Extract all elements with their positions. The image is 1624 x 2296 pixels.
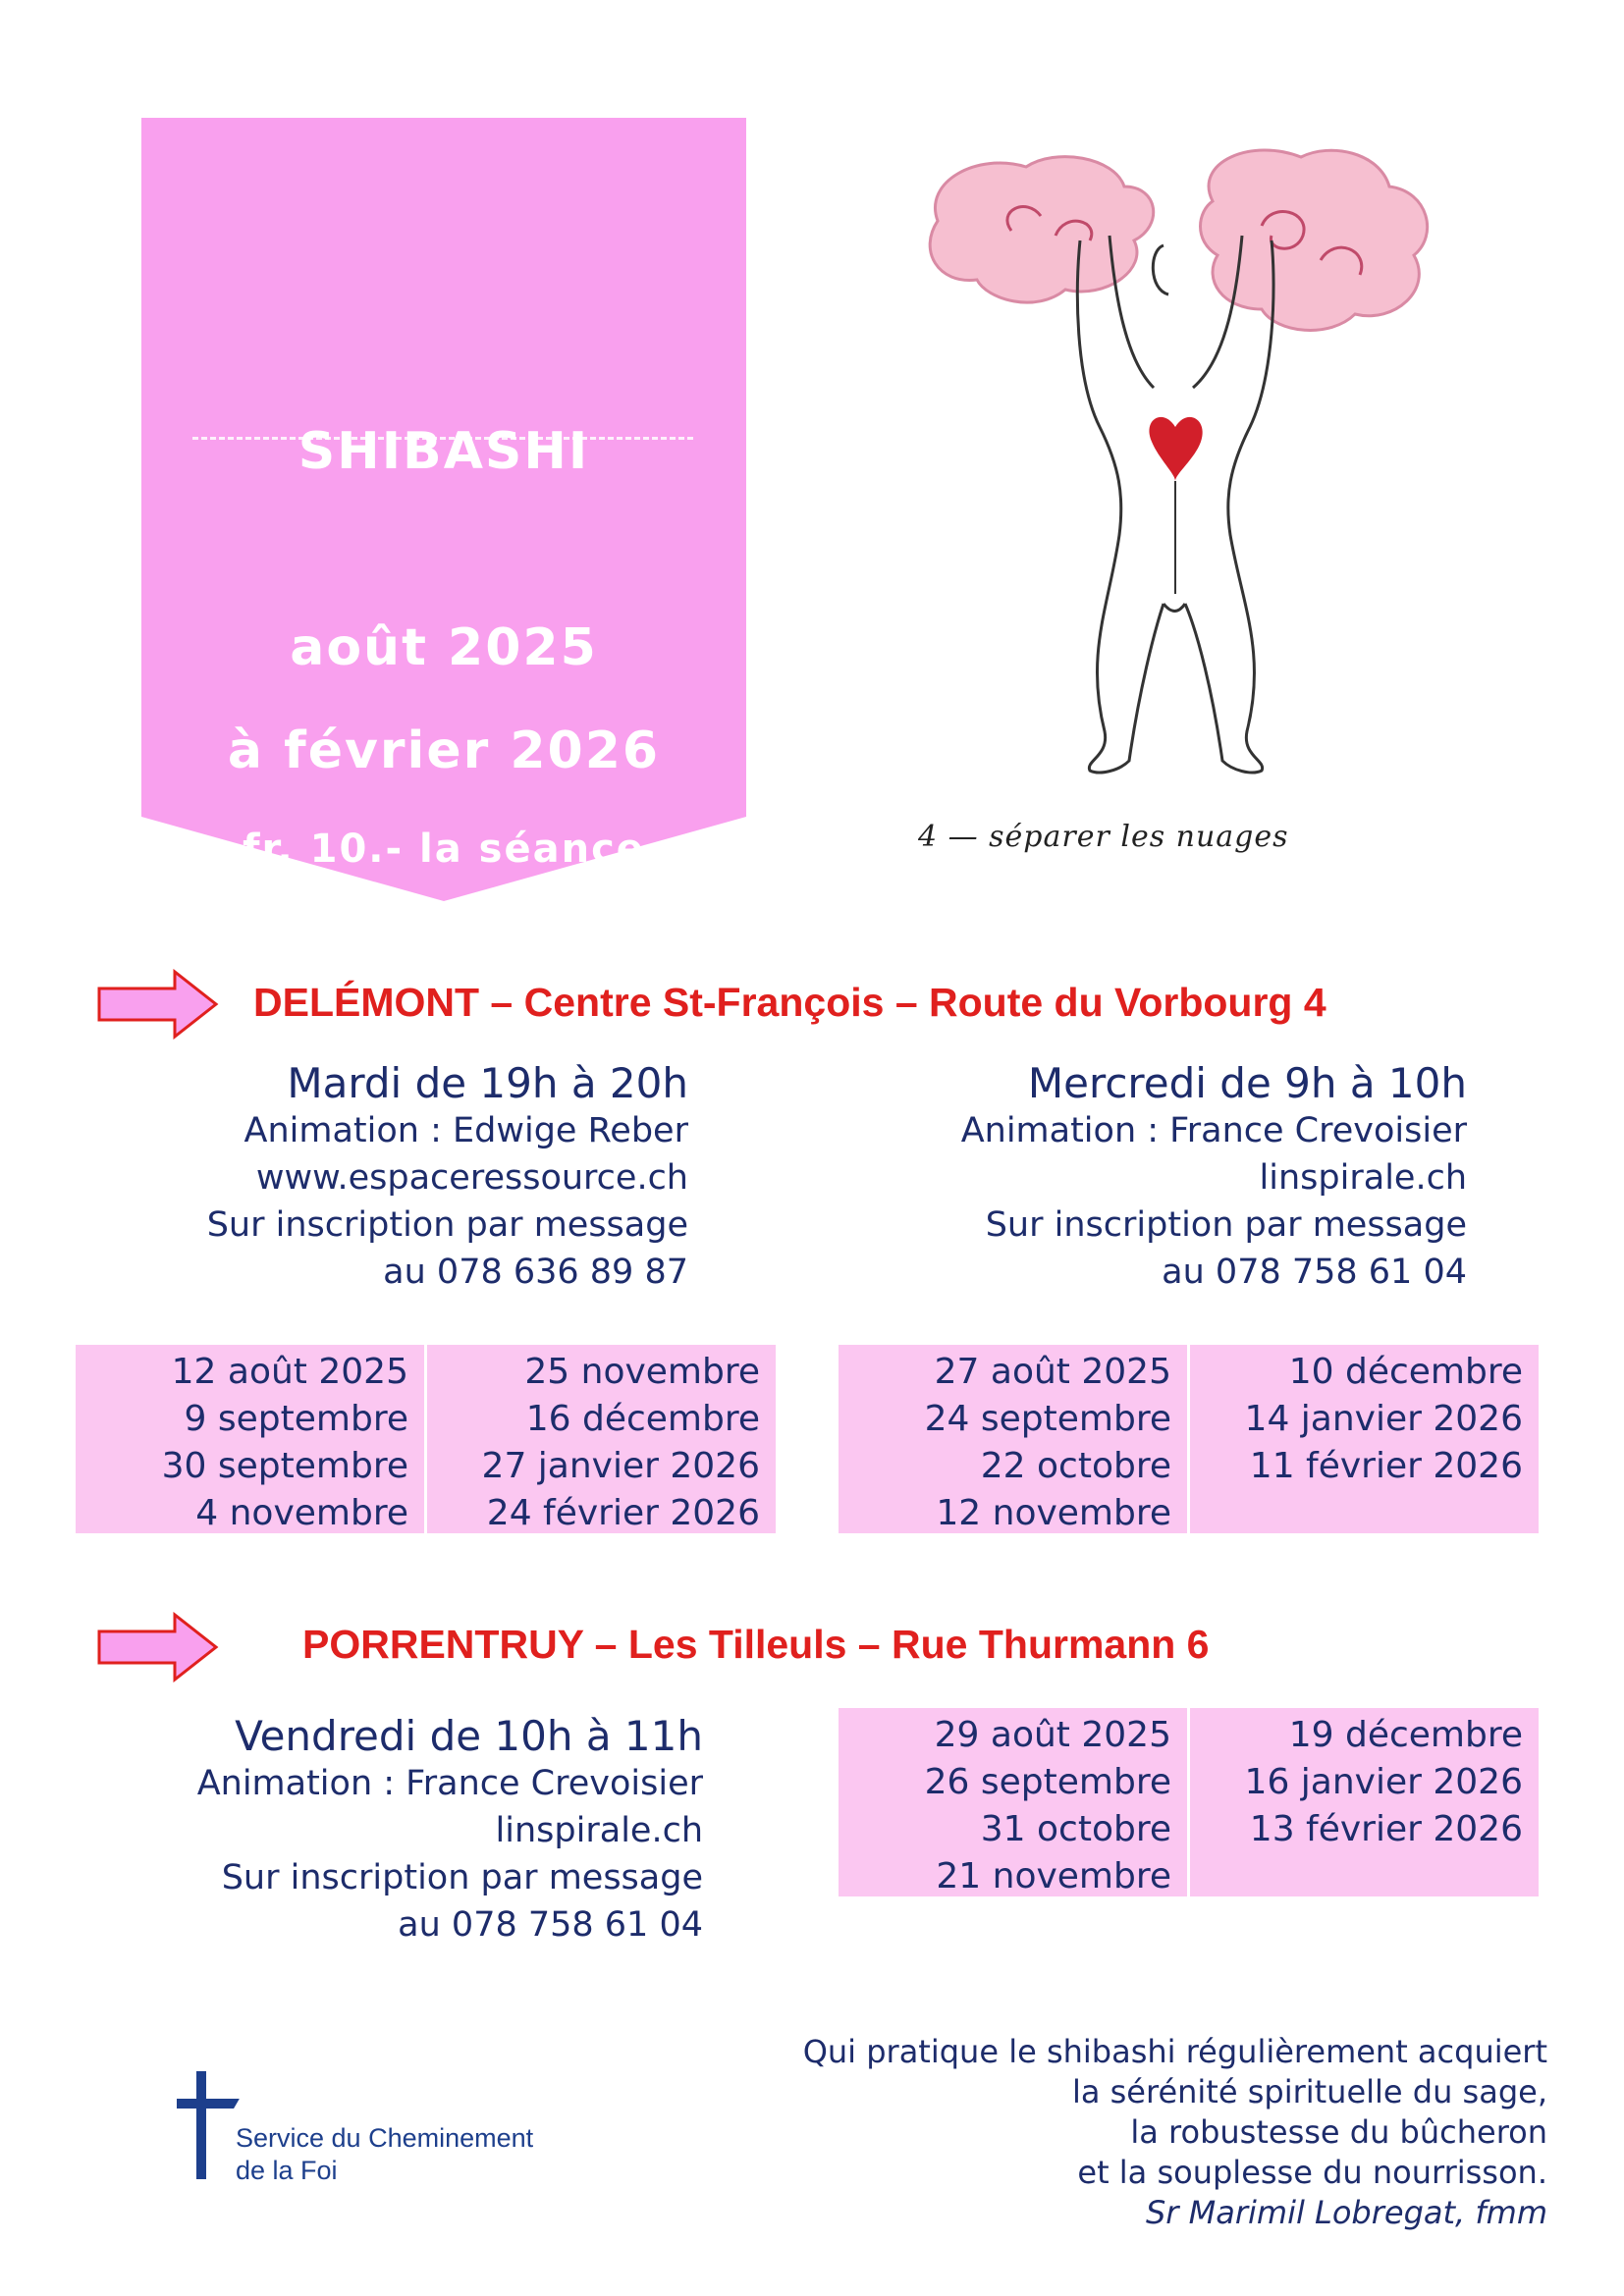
heart-icon: [1149, 417, 1202, 481]
date-entry: 9 septembre: [184, 1399, 408, 1439]
porrentruy-arrow-icon: [96, 1612, 219, 1682]
wednesday-animator: Animation : France Crevoisier: [960, 1111, 1467, 1150]
banner-divider: [192, 437, 693, 440]
banner-shape: [141, 118, 746, 901]
wednesday-signup: Sur inscription par message: [985, 1205, 1467, 1245]
logo-line1: Service du Cheminement: [236, 2123, 534, 2153]
delemont-arrow-icon: [96, 969, 219, 1040]
friday-signup: Sur inscription par message: [221, 1858, 703, 1897]
tuesday-dates-table: [76, 1345, 776, 1533]
illustration-caption: 4 — séparer les nuages: [918, 820, 1289, 854]
friday-animator: Animation : France Crevoisier: [196, 1764, 703, 1803]
porrentruy-heading: PORRENTRUY – Les Tilleuls – Rue Thurmann 6: [302, 1622, 1210, 1667]
banner-start-date: août 2025: [290, 618, 598, 677]
tuesday-signup: Sur inscription par message: [206, 1205, 688, 1245]
delemont-tuesday-info: [207, 1060, 688, 1296]
quote-line: la sérénité spirituelle du sage,: [1071, 2073, 1547, 2110]
quote-author: Sr Marimil Lobregat, fmm: [1145, 2194, 1547, 2231]
title-banner: [141, 118, 746, 901]
date-entry: 31 octobre: [980, 1809, 1171, 1849]
date-entry: 14 janvier 2026: [1244, 1399, 1523, 1439]
date-entry: 24 septembre: [924, 1399, 1171, 1439]
tuesday-dates-col2: [424, 1345, 776, 1533]
date-entry: 29 août 2025: [934, 1715, 1171, 1755]
date-entry: 27 août 2025: [934, 1352, 1171, 1392]
date-entry: 21 novembre: [936, 1856, 1171, 1896]
logo-line2: de la Foi: [236, 2156, 338, 2185]
friday-phone: au 078 758 61 04: [398, 1905, 703, 1945]
service-logo: [177, 2071, 589, 2189]
friday-website-link[interactable]: linspirale.ch: [495, 1811, 703, 1850]
tuesday-dates-col1: [76, 1345, 424, 1533]
left-cloud-drawing: [930, 157, 1154, 303]
date-entry: 4 novembre: [195, 1493, 408, 1533]
friday-dates-col2: [1187, 1708, 1539, 1896]
right-cloud-drawing: [1201, 150, 1428, 330]
delemont-wednesday-info: [961, 1060, 1467, 1296]
date-entry: 10 décembre: [1288, 1352, 1523, 1392]
friday-schedule: Vendredi de 10h à 11h: [235, 1712, 703, 1760]
tuesday-schedule: Mardi de 19h à 20h: [287, 1059, 688, 1107]
date-entry: 12 novembre: [936, 1493, 1171, 1533]
date-entry: 16 décembre: [525, 1399, 760, 1439]
wednesday-schedule: Mercredi de 9h à 10h: [1027, 1059, 1467, 1107]
figure-drawing: [918, 142, 1448, 810]
date-entry: 26 septembre: [924, 1762, 1171, 1802]
friday-dates-table: [839, 1708, 1539, 1896]
date-entry: 22 octobre: [980, 1446, 1171, 1486]
shibashi-quote: [803, 2032, 1547, 2233]
banner-end-date: à février 2026: [227, 721, 661, 780]
tuesday-phone: au 078 636 89 87: [383, 1253, 688, 1292]
friday-dates-col1: [839, 1708, 1187, 1896]
tuesday-animator: Animation : Edwige Reber: [244, 1111, 688, 1150]
logo-text: [236, 2122, 533, 2187]
date-entry: 12 août 2025: [171, 1352, 408, 1392]
date-entry: 19 décembre: [1288, 1715, 1523, 1755]
wednesday-dates-col2: [1187, 1345, 1539, 1533]
banner-title: SHIBASHI: [298, 422, 590, 481]
tuesday-website-link[interactable]: www.espaceressource.ch: [255, 1158, 688, 1198]
delemont-heading: DELÉMONT – Centre St-François – Route du Vorbourg 4: [253, 980, 1326, 1025]
date-entry: 16 janvier 2026: [1244, 1762, 1523, 1802]
date-entry: 30 septembre: [161, 1446, 408, 1486]
date-entry: 11 février 2026: [1249, 1446, 1523, 1486]
wednesday-dates-col1: [839, 1345, 1187, 1533]
date-entry: 24 février 2026: [486, 1493, 760, 1533]
date-entry: 27 janvier 2026: [481, 1446, 760, 1486]
quote-line: et la souplesse du nourrisson.: [1077, 2154, 1547, 2191]
date-entry: 25 novembre: [524, 1352, 760, 1392]
wednesday-phone: au 078 758 61 04: [1162, 1253, 1467, 1292]
wednesday-dates-table: [839, 1345, 1539, 1533]
banner-price: fr. 10.- la séance: [243, 827, 645, 872]
date-entry: 13 février 2026: [1249, 1809, 1523, 1849]
shibashi-illustration: [918, 142, 1448, 898]
porrentruy-friday-info: [197, 1713, 703, 1949]
quote-line: la robustesse du bûcheron: [1130, 2113, 1547, 2151]
wednesday-website-link[interactable]: linspirale.ch: [1259, 1158, 1467, 1198]
quote-line: Qui pratique le shibashi régulièrement acquiert: [802, 2033, 1547, 2070]
